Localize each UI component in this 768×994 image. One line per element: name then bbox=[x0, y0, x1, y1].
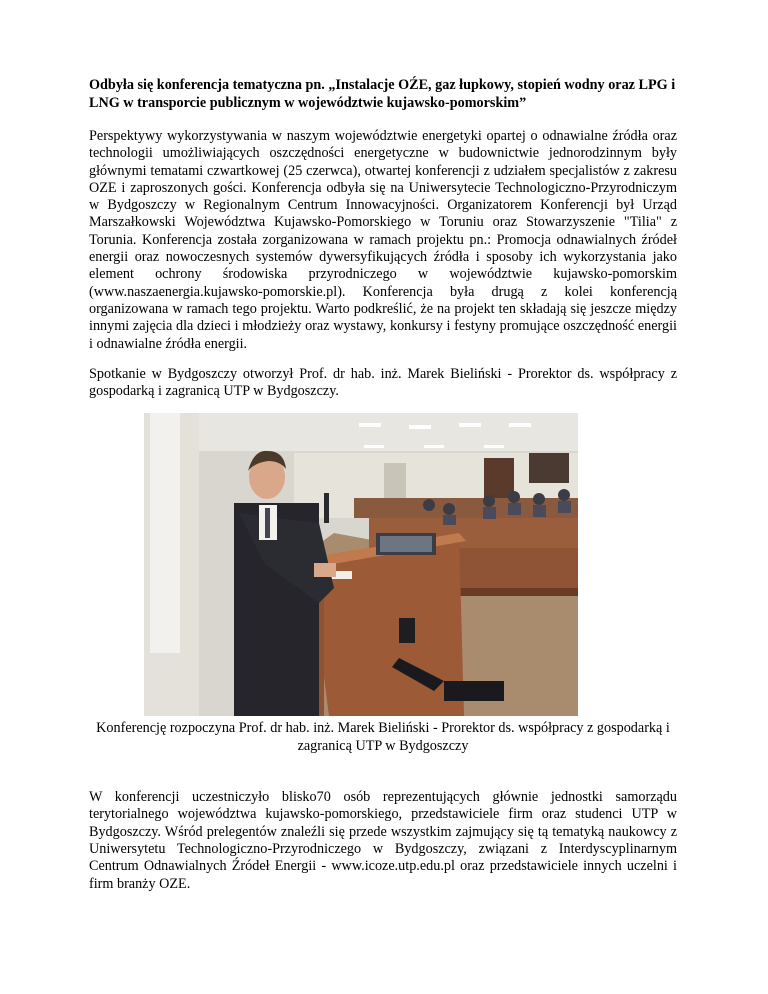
opening-paragraph: Spotkanie w Bydgoszczy otworzył Prof. dr hab. inż. Marek Bieliński - Prorektor ds. współpracy z gospodarką i zagranicą UTP w Bydgoszczy. bbox=[89, 365, 677, 400]
article-title: Odbyła się konferencja tematyczna pn. „Instalacje OŹE, gaz łupkowy, stopień wodny oraz LPG i LNG w transporcie publicznym w województwie kujawsko-pomorskim” bbox=[89, 77, 676, 111]
participants-paragraph: W konferencji uczestniczyło blisko70 osób reprezentujących głównie jednostki samorządu terytorialnego województwa kujawsko-pomorskiego, przedstawiciele firm oraz studenci UTP w Bydgoszczy. Wśród prelegentów znaleźli się przede wszystkim zajmujący się tą tematyką naukowcy z Uniwersytetu Technologiczno-Przyrodniczego w Bydgoszczy, związani z Interdyscyplinarnym Centrum Odnawialnych Źródeł Energii - www.icoze.utp.edu.pl oraz przedstawiciele innych uczelni i firm branży OZE. bbox=[89, 789, 677, 892]
photo-caption: Konferencję rozpoczyna Prof. dr hab. inż. Marek Bieliński - Prorektor ds. współpracy z gospodarką i zagranicą UTP w Bydgoszczy bbox=[96, 720, 670, 754]
conference-photo bbox=[144, 413, 578, 716]
intro-paragraph: Perspektywy wykorzystywania w naszym województwie energetyki opartej o odnawialne źródła oraz technologii umożliwiających oszczędności energetyczne w budownictwie jednorodzinnym były głównymi tematami czwartkowej (25 czerwca), otwartej konferencji z udziałem specjalistów z zakresu OZE i zaproszonych gości. Konferencja odbyła się na Uniwersytecie Technologiczno-Przyrodniczym w Bydgoszczy w Regionalnym Centrum Innowacyjności. Organizatorem Konferencji był Urząd Marszałkowski Województwa Kujawsko-Pomorskiego w Toruniu oraz Stowarzyszenie "Tilia" z Torunia. Konferencja została zorganizowana w ramach projektu pn.: Promocja odnawialnych źródeł energii oraz nowoczesnych systemów dywersyfikujących źródła i sposoby ich wykorzystania jako element ochrony środowiska przyrodniczego w województwie kujawsko-pomorskim (www.naszaenergia.kujawsko-pomorskie.pl). Konferencja była drugą z kolei konferencją organizowana w ramach tego projektu. Warto podkreślić, że na projekt ten składają się jeszcze między innymi zajęcia dla dzieci i młodzieży oraz wystawy, konkursy i festyny promujące oszczędność energii i odnawialne źródła energii. bbox=[89, 128, 677, 352]
conference-photo-illustration bbox=[144, 413, 578, 716]
document-page bbox=[89, 76, 677, 906]
